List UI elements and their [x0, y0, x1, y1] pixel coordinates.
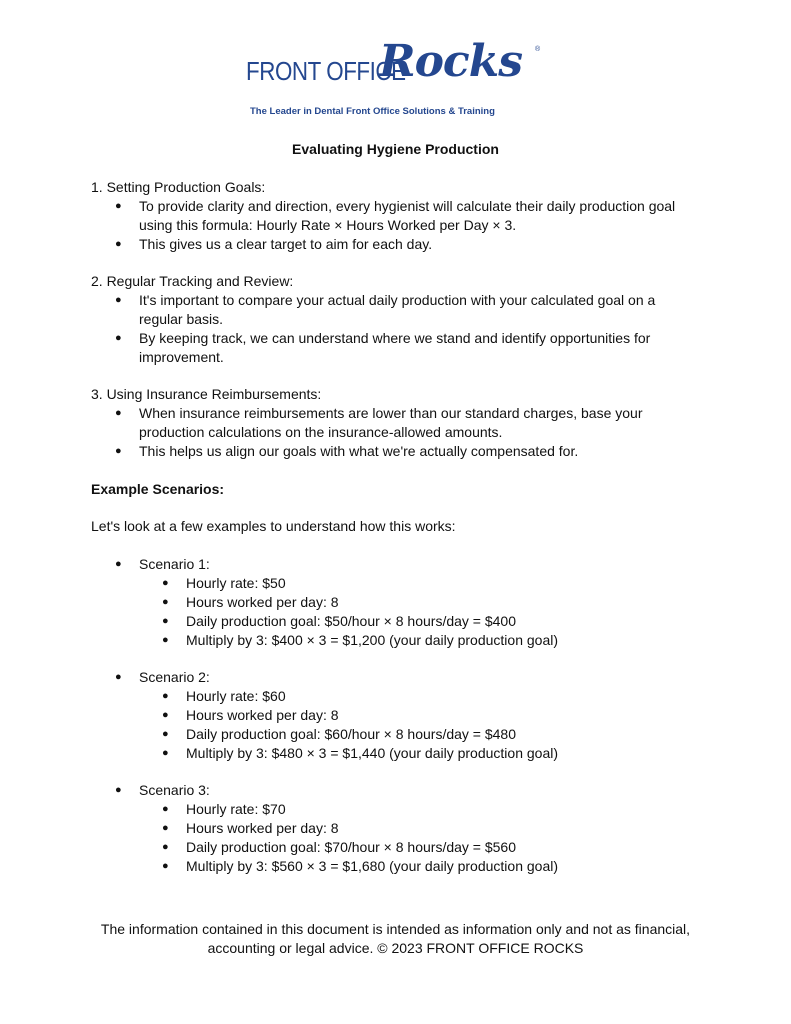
section-bullets: [115, 404, 695, 461]
examples-heading: Example Scenarios:: [91, 481, 225, 497]
company-logo: [246, 36, 546, 120]
scenario-items: [162, 574, 682, 650]
footer-line: The information contained in this document is intended as information only and not as financial,: [100, 921, 691, 937]
scenario-item: ● Daily production goal: $50/hour × 8 hours/day = $400: [162, 612, 682, 631]
registered-mark: ®: [535, 46, 541, 53]
footer-line: accounting or legal advice. © 2023 FRONT OFFICE ROCKS: [207, 940, 584, 956]
scenario-list: [115, 781, 695, 800]
section-heading: 3. Using Insurance Reimbursements:: [91, 386, 322, 402]
scenario-label: ● Scenario 2:: [115, 668, 695, 687]
scenario-list: [115, 668, 695, 687]
scenario-item: ● Daily production goal: $60/hour × 8 hours/day = $480: [162, 725, 682, 744]
section-bullets: [115, 291, 695, 367]
scenario-list: [115, 555, 695, 574]
scenario-item: ● Hourly rate: $60: [162, 687, 682, 706]
bullet-item: ● By keeping track, we can understand where we stand and identify opportunities for improvement.: [115, 329, 695, 367]
logo-script: Rocks: [379, 36, 522, 87]
scenario-item: ● Multiply by 3: $480 × 3 = $1,440 (your daily production goal): [162, 744, 682, 763]
disclaimer-footer: [60, 920, 731, 958]
section-heading: 2. Regular Tracking and Review:: [91, 273, 294, 289]
scenario-item: ● Multiply by 3: $560 × 3 = $1,680 (your daily production goal): [162, 857, 682, 876]
scenario-item: ● Daily production goal: $70/hour × 8 hours/day = $560: [162, 838, 682, 857]
section-bullets: [115, 197, 695, 254]
scenario-label: ● Scenario 1:: [115, 555, 695, 574]
scenario-item: ● Hours worked per day: 8: [162, 819, 682, 838]
bullet-item: ● To provide clarity and direction, every hygienist will calculate their daily production goal using this formula: Hourly Rate × Hours Worked per Day × 3.: [115, 197, 695, 235]
document-title: Evaluating Hygiene Production: [292, 141, 499, 157]
bullet-item: ● This gives us a clear target to aim for each day.: [115, 235, 695, 254]
scenario-item: ● Multiply by 3: $400 × 3 = $1,200 (your daily production goal): [162, 631, 682, 650]
scenario-item: ● Hours worked per day: 8: [162, 593, 682, 612]
section-heading: 1. Setting Production Goals:: [91, 179, 266, 195]
bullet-item: ● It's important to compare your actual daily production with your calculated goal on a regular basis.: [115, 291, 695, 329]
scenario-item: ● Hours worked per day: 8: [162, 706, 682, 725]
examples-intro: Let's look at a few examples to understand how this works:: [91, 518, 456, 534]
scenario-label: ● Scenario 3:: [115, 781, 695, 800]
logo-word: FRONT OFFICE: [246, 56, 406, 86]
scenario-items: [162, 800, 682, 876]
scenario-items: [162, 687, 682, 763]
scenario-item: ● Hourly rate: $70: [162, 800, 682, 819]
logo-tagline: The Leader in Dental Front Office Solutions & Training: [250, 106, 495, 117]
bullet-item: ● When insurance reimbursements are lower than our standard charges, base your production calculations on the insurance-allowed amounts.: [115, 404, 695, 442]
bullet-item: ● This helps us align our goals with what we're actually compensated for.: [115, 442, 695, 461]
scenario-item: ● Hourly rate: $50: [162, 574, 682, 593]
